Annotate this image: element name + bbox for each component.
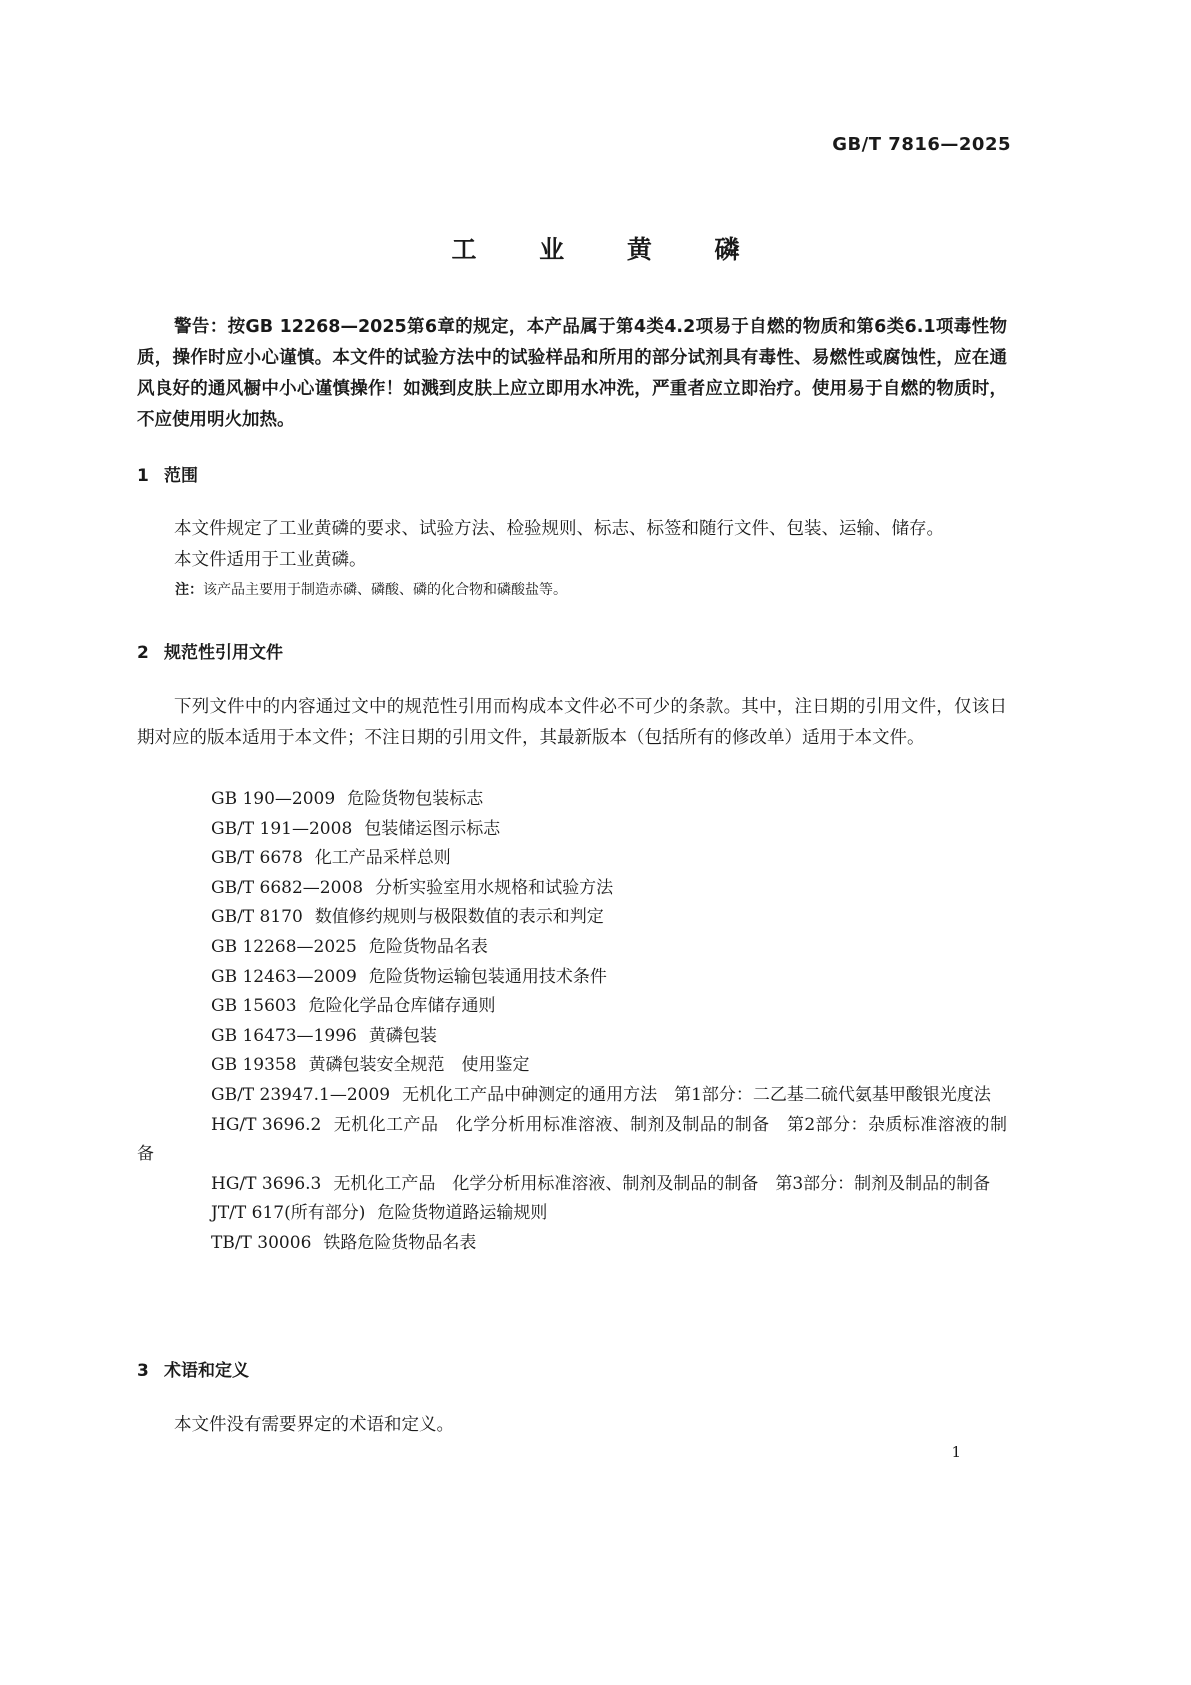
reference-title: 化工产品采样总则: [314, 848, 451, 869]
reference-code: GB 12268—2025: [211, 936, 357, 957]
section-1-heading: [137, 461, 198, 486]
reference-title: 无机化工产品 化学分析用标准溶液、制剂及制品的制备 第2部分：杂质标准溶液的制备: [137, 1114, 1007, 1165]
reference-item: [137, 1081, 1007, 1111]
reference-code: GB 19358: [211, 1055, 297, 1076]
reference-item: [137, 1051, 1007, 1081]
reference-title: 危险化学品仓库储存通则: [308, 996, 496, 1017]
reference-item: [137, 992, 1007, 1022]
reference-item: [137, 1229, 1007, 1259]
reference-code: GB/T 8170: [211, 907, 303, 928]
references-intro: 下列文件中的内容通过文中的规范性引用而构成本文件必不可少的条款。其中，注日期的引用文件，仅该日期对应的版本适用于本文件；不注日期的引用文件，其最新版本（包括所有的修改单）适用于本文件。: [137, 697, 1007, 748]
reference-code: GB/T 6682—2008: [211, 877, 364, 898]
reference-title: 危险货物运输包装通用技术条件: [368, 966, 607, 987]
reference-code: TB/T 30006: [211, 1232, 312, 1253]
reference-code: GB/T 23947.1—2009: [211, 1084, 391, 1105]
reference-code: GB 15603: [211, 996, 297, 1017]
reference-code: GB 190—2009: [211, 789, 336, 809]
reference-item: [137, 1170, 1007, 1200]
reference-item: [137, 1199, 1007, 1229]
note-label: 注：: [175, 582, 203, 598]
reference-code: GB/T 191—2008: [211, 818, 353, 839]
reference-code: GB 16473—1996: [211, 1025, 357, 1046]
reference-list: [137, 785, 1007, 1259]
note-text: 该产品主要用于制造赤磷、磷酸、磷的化合物和磷酸盐等。: [203, 582, 567, 598]
section-number: 2: [137, 643, 149, 663]
reference-title: 黄磷包装安全规范 使用鉴定: [308, 1055, 530, 1076]
reference-title: 危险货物道路运输规则: [377, 1203, 548, 1224]
reference-item: [137, 785, 1007, 815]
reference-title: 铁路危险货物品名表: [323, 1232, 477, 1253]
document-title: 工 业 黄 磷: [451, 235, 767, 264]
reference-title: 无机化工产品 化学分析用标准溶液、制剂及制品的制备 第3部分：制剂及制品的制备: [333, 1173, 991, 1194]
section-title: 术语和定义: [164, 1361, 249, 1381]
reference-code: HG/T 3696.3: [211, 1173, 322, 1194]
scope-paragraph-2: 本文件适用于工业黄磷。: [174, 550, 367, 570]
reference-item: [137, 963, 1007, 993]
reference-item: [137, 903, 1007, 933]
terms-paragraph: 本文件没有需要界定的术语和定义。: [174, 1415, 454, 1435]
reference-item: [137, 874, 1007, 904]
section-2-heading: [137, 638, 283, 663]
reference-title: 危险货物包装标志: [347, 789, 484, 809]
page-number: 1: [951, 1443, 961, 1461]
reference-item: [137, 844, 1007, 874]
section-title: 规范性引用文件: [164, 643, 283, 663]
section-number: 1: [137, 466, 149, 486]
scope-note: [175, 579, 567, 599]
reference-item: [137, 1111, 1007, 1170]
scope-paragraph-1: 本文件规定了工业黄磷的要求、试验方法、检验规则、标志、标签和随行文件、包装、运输、储存。: [174, 519, 944, 539]
reference-title: 分析实验室用水规格和试验方法: [375, 877, 614, 898]
section-number: 3: [137, 1361, 149, 1381]
reference-title: 包装储运图示标志: [364, 818, 501, 839]
reference-code: HG/T 3696.2: [211, 1114, 322, 1135]
reference-title: 无机化工产品中砷测定的通用方法 第1部分：二乙基二硫代氨基甲酸银光度法: [402, 1084, 991, 1105]
reference-title: 危险货物品名表: [368, 936, 488, 957]
reference-code: JT/T 617(所有部分): [211, 1203, 366, 1224]
reference-code: GB 12463—2009: [211, 966, 357, 987]
reference-title: 数值修约规则与极限数值的表示和判定: [314, 907, 604, 928]
standard-number: GB/T 7816—2025: [832, 134, 1011, 155]
section-3-heading: [137, 1356, 249, 1381]
safety-warning: 警告：按GB 12268—2025第6章的规定，本产品属于第4类4.2项易于自燃的物质和第6类6.1项毒性物质，操作时应小心谨慎。本文件的试验方法中的试验样品和所用的部分试剂具有毒性、易燃性或腐蚀性，应在通风良好的通风橱中小心谨慎操作！如溅到皮肤上应立即用水冲洗，严重者应立即治疗。使用易于自燃的物质时，不应使用明火加热。: [137, 317, 1007, 430]
reference-item: [137, 815, 1007, 845]
section-title: 范围: [164, 466, 198, 486]
reference-item: [137, 1022, 1007, 1052]
reference-item: [137, 933, 1007, 963]
reference-code: GB/T 6678: [211, 848, 303, 869]
reference-title: 黄磷包装: [368, 1025, 437, 1046]
